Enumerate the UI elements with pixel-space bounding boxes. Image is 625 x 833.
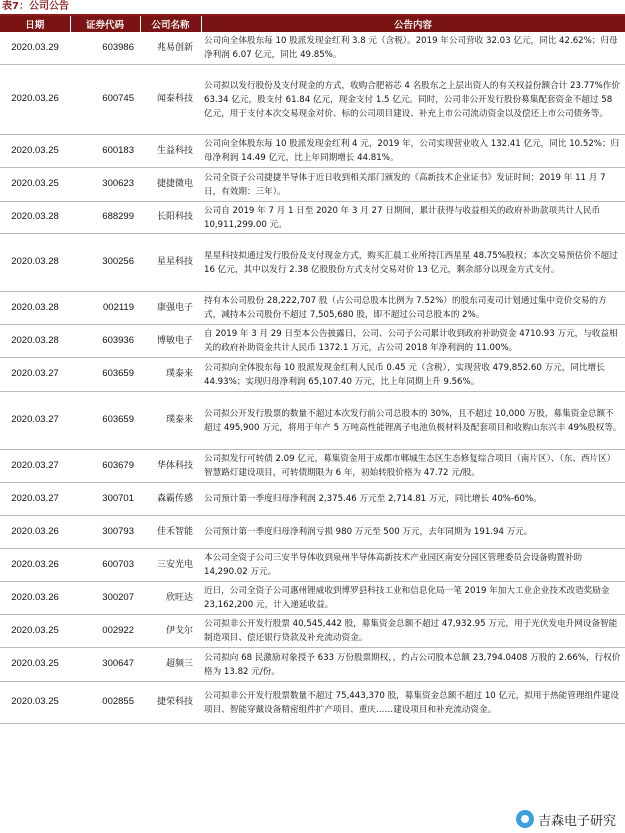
row-code (70, 324, 140, 357)
table-row (0, 167, 625, 201)
table-row (0, 449, 625, 482)
row-code (70, 167, 140, 201)
row-company-name-text: 星星科技 (156, 257, 193, 267)
row-content (201, 324, 625, 357)
row-code (70, 647, 140, 681)
table-row (0, 581, 625, 614)
announcement-table (0, 16, 625, 724)
row-code (70, 681, 140, 723)
row-code (70, 581, 140, 614)
row-company-name-text: 华体科技 (156, 460, 193, 471)
row-content-text: 公司拟向 68 民激励对象授予 633 万份股票期权，，约占公司股本总额 23,794.0408 万股的 2.66%，行权价格为 13.82 元/份。 (204, 652, 621, 677)
table-row (0, 391, 625, 449)
table-row (0, 482, 625, 515)
row-content (201, 482, 625, 515)
row-content (201, 291, 625, 324)
row-code (70, 64, 140, 134)
row-content (201, 548, 625, 581)
row-company-name-text: 闻泰科技 (156, 94, 193, 104)
row-code-text: 688299 (102, 211, 134, 222)
row-company-name-text: 长阳科技 (156, 212, 193, 222)
row-company-name (140, 134, 201, 167)
row-code (70, 291, 140, 324)
row-content-text: 公司向全体股东每 10 股派发现金红利 4 元，2019 年，公司实现营业收入 132.41 亿元，同比 10.52%；归母净利润 14.49 亿元，比上年同期增长 44.81%。 (204, 139, 620, 163)
row-company-name (140, 681, 201, 723)
table-row (0, 515, 625, 548)
row-date (0, 291, 70, 324)
table-caption: 表7：公司公告 (2, 1, 69, 12)
row-content (201, 201, 625, 233)
row-content-text: 公司向全体股东每 10 股派发现金红利 3.8 元（含税）。2019 年公司营收 32.03 亿元，同比 42.62%；归母净利润 6.07 亿元，同比 49.85%。 (204, 36, 618, 61)
row-date-text: 2020.03.27 (11, 368, 59, 379)
row-content-text: 本公司全资子公司三安半导体收到泉州半导体高新技术产业园区南安分园区管理委员会设备购置补助 14,290.02 万元。 (204, 553, 583, 577)
table-row (0, 357, 625, 391)
row-content (201, 647, 625, 681)
row-code (70, 201, 140, 233)
row-date (0, 647, 70, 681)
row-content-text: 公司拟非公开发行股票数量不超过 75,443,370 股，募集资金总额不超过 10 亿元，拟用于热能管理组件建设项目、智能穿戴设备精密组件扩产项目、重庆……建设项目和补充流动资金。 (204, 690, 619, 715)
row-code-text: 300701 (102, 492, 134, 504)
row-date-text: 2020.03.27 (11, 492, 59, 504)
row-date-text: 2020.03.26 (11, 93, 59, 104)
row-date (0, 548, 70, 581)
row-date-text: 2020.03.26 (11, 591, 59, 603)
row-company-name (140, 291, 201, 324)
watermark-text: 吉森电子研究 (537, 813, 616, 829)
row-date-text: 2020.03.25 (11, 624, 59, 636)
row-code (70, 233, 140, 291)
table-row (0, 647, 625, 681)
row-content (201, 64, 625, 134)
row-date-text: 2020.03.28 (11, 301, 59, 313)
row-company-name-text: 兆易创新 (156, 42, 193, 53)
row-content-text: 公司拟以发行股份及支付现金的方式，收购合肥裕芯 4 名股东之上层出资人的有关权益份额合计 23.77%作价 63.34 亿元，股支付 61.84 亿元，现金支付 1.5 亿元。同时，公司非公开发行股份募集配套资金不超过 58 亿元，用于支付本次交易现金对价、标的公司项目建设、补充上市公司流动资金以及偿还上市公司债务等。 (204, 80, 620, 119)
row-content (201, 515, 625, 548)
table-row (0, 233, 625, 291)
row-content (201, 681, 625, 723)
row-company-name (140, 32, 201, 64)
row-code (70, 134, 140, 167)
row-code (70, 32, 140, 64)
row-content (201, 357, 625, 391)
row-code-text: 603659 (102, 368, 134, 379)
row-code-text: 300623 (102, 178, 134, 189)
row-date (0, 64, 70, 134)
row-date (0, 357, 70, 391)
header-code: 证券代码 (70, 16, 140, 32)
row-code (70, 614, 140, 647)
row-code (70, 357, 140, 391)
table-row (0, 201, 625, 233)
row-code-text: 300207 (102, 591, 134, 603)
row-date-text: 2020.03.27 (11, 414, 59, 425)
row-date (0, 614, 70, 647)
row-content (201, 449, 625, 482)
row-date (0, 482, 70, 515)
table-row (0, 134, 625, 167)
row-code-text: 300256 (102, 256, 134, 267)
row-company-name-text: 博敏电子 (156, 335, 193, 346)
table-row (0, 614, 625, 647)
row-content-text: 公司自 2019 年 7 月 1 日至 2020 年 3 月 27 日期间，累计获得与收益相关的政府补助款项共计人民币 10,911,299.00 元。 (204, 205, 601, 230)
row-company-name (140, 614, 201, 647)
row-content-text: 星星科技拟通过发行股份及支付现金方式，购买汇晨工业所持江西星星 48.75%股权；本次交易预估价不超过 16 亿元，其中以发行 2.38 亿股股份方式支付交易对价 13 亿元，剩余部分以现金方式支付。 (204, 250, 618, 275)
row-company-name-text: 捷荣科技 (156, 697, 193, 707)
table-header-row (0, 16, 625, 32)
row-code (70, 548, 140, 581)
row-content-text: 近日，公司全资子公司惠州锂威收到博罗县科技工业和信息化局一笔 2019 年加大工业企业技术改造奖励金 23,162,200 元，计入递延收益。 (204, 586, 610, 610)
row-content-text: 公司全资子公司捷捷半导体于近日收到相关部门颁发的《高新技术企业证书》发证时间：2019 年 11 月 7 日，有效期：三年）。 (204, 172, 606, 197)
row-content-text: 公司拟向全体股东每 10 股派发现金红利人民币 0.45 元（含税），实现营收 479,852.60 万元，同比增长 44.93%；实现归母净利润 65,107.40 万元，比上年同期上升 9.56%。 (204, 362, 605, 387)
row-date-text: 2020.03.29 (11, 41, 59, 53)
row-company-name (140, 233, 201, 291)
row-date-text: 2020.03.26 (11, 525, 59, 537)
row-content (201, 614, 625, 647)
row-company-name (140, 391, 201, 449)
row-content-text: 持有本公司股份 28,222,707 股（占公司总股本比例为 7.52%）的股东司麦司计划通过集中竞价交易的方式，减持本公司股份不超过 7,505,680 股，即不超过公司总股本的 2%。 (204, 296, 607, 320)
row-date (0, 449, 70, 482)
row-code-text: 603679 (102, 459, 134, 471)
watermark (513, 808, 619, 830)
table-row (0, 324, 625, 357)
row-date (0, 324, 70, 357)
row-company-name-text: 伊戈尔 (165, 625, 193, 636)
row-date-text: 2020.03.28 (11, 256, 59, 267)
row-company-name (140, 201, 201, 233)
row-company-name-text: 捷捷微电 (156, 179, 193, 189)
row-company-name (140, 515, 201, 548)
row-date-text: 2020.03.27 (11, 459, 59, 471)
row-company-name (140, 482, 201, 515)
row-company-name-text: 康强电子 (156, 302, 193, 313)
row-code-text: 600183 (102, 144, 134, 156)
row-company-name-text: 森霸传感 (156, 493, 193, 504)
row-code-text: 603986 (102, 41, 134, 53)
row-date-text: 2020.03.28 (11, 211, 59, 222)
row-company-name (140, 324, 201, 357)
row-content-text: 公司拟公开发行股票的数量不超过本次发行前公司总股本的 30%，且不超过 10,000 万股，募集资金总额不超过 495,900 万元，将用于年产 5 万吨高性能锂离子电池负极材料及配套项目和收购山东兴丰 49%股权等。 (204, 408, 622, 433)
row-code (70, 449, 140, 482)
row-content-text: 公司预计第一季度归母净利润亏损 980 万元至 500 万元，去年同期为 191.94 万元。 (204, 527, 533, 537)
row-date-text: 2020.03.25 (11, 144, 59, 156)
row-code-text: 600703 (102, 558, 134, 570)
row-content (201, 167, 625, 201)
row-date-text: 2020.03.25 (11, 658, 59, 669)
row-company-name (140, 581, 201, 614)
row-company-name (140, 357, 201, 391)
row-company-name (140, 167, 201, 201)
row-company-name (140, 548, 201, 581)
row-date (0, 134, 70, 167)
row-company-name-text: 璞泰来 (165, 415, 193, 425)
row-date-text: 2020.03.28 (11, 334, 59, 346)
row-code-text: 300793 (102, 525, 134, 537)
header-date: 日期 (0, 16, 70, 32)
row-date (0, 32, 70, 64)
row-company-name-text: 璞泰来 (165, 369, 193, 379)
header-content: 公告内容 (201, 16, 625, 32)
row-code-text: 002119 (103, 301, 134, 313)
row-code (70, 391, 140, 449)
row-date (0, 391, 70, 449)
table-row (0, 64, 625, 134)
row-content (201, 134, 625, 167)
row-company-name-text: 佳禾智能 (156, 526, 193, 537)
row-company-name-text: 超频三 (165, 659, 193, 669)
row-code (70, 482, 140, 515)
row-content (201, 581, 625, 614)
row-date (0, 581, 70, 614)
row-code-text: 002922 (102, 624, 134, 636)
row-code-text: 300647 (102, 658, 134, 669)
table-row (0, 681, 625, 723)
row-content (201, 391, 625, 449)
table-row (0, 32, 625, 64)
table-row (0, 291, 625, 324)
row-company-name (140, 449, 201, 482)
row-date-text: 2020.03.25 (11, 178, 59, 189)
row-code-text: 600745 (102, 93, 134, 104)
row-content-text: 公司拟发行可转债 2.09 亿元，募集资金用于成都市郫城生态区生态修复综合项目（南片区）、（东、西片区）智慧路灯建设项目，可转债期限为 6 年，初始转股价格为 47.72 元/股。 (204, 454, 616, 478)
row-company-name-text: 生益科技 (156, 145, 193, 156)
row-code (70, 515, 140, 548)
header-name: 公司名称 (140, 16, 201, 32)
row-code-text: 002855 (102, 696, 134, 707)
row-content (201, 32, 625, 64)
row-company-name (140, 647, 201, 681)
row-content-text: 自 2019 年 3 月 29 日至本公告披露日，公司、公司子公司累计收到政府补助资金 4710.93 万元，与收益相关的政府补助资金共计人民币 1372.1 万元，占公司 2018 年净利润的 11.00%。 (204, 329, 618, 353)
row-content (201, 233, 625, 291)
row-code-text: 603659 (102, 414, 134, 425)
row-date (0, 201, 70, 233)
wechat-icon (516, 810, 534, 828)
row-company-name (140, 64, 201, 134)
row-content-text: 公司预计第一季度归母净利润 2,375.46 万元至 2,714.81 万元，同比增长 40%-60%。 (204, 494, 542, 504)
row-code-text: 603936 (102, 334, 134, 346)
table-row (0, 548, 625, 581)
row-date (0, 515, 70, 548)
row-company-name-text: 欣旺达 (165, 592, 193, 603)
row-date (0, 681, 70, 723)
row-company-name-text: 三安光电 (156, 559, 193, 570)
row-date (0, 167, 70, 201)
row-content-text: 公司拟非公开发行股票 40,545,442 股，募集资金总额不超过 47,932.95 万元，用于光伏发电升网设备智能制造项目、偿还银行贷款及补充流动资金。 (204, 619, 618, 643)
row-date (0, 233, 70, 291)
row-date-text: 2020.03.25 (11, 696, 59, 707)
row-date-text: 2020.03.26 (11, 558, 59, 570)
